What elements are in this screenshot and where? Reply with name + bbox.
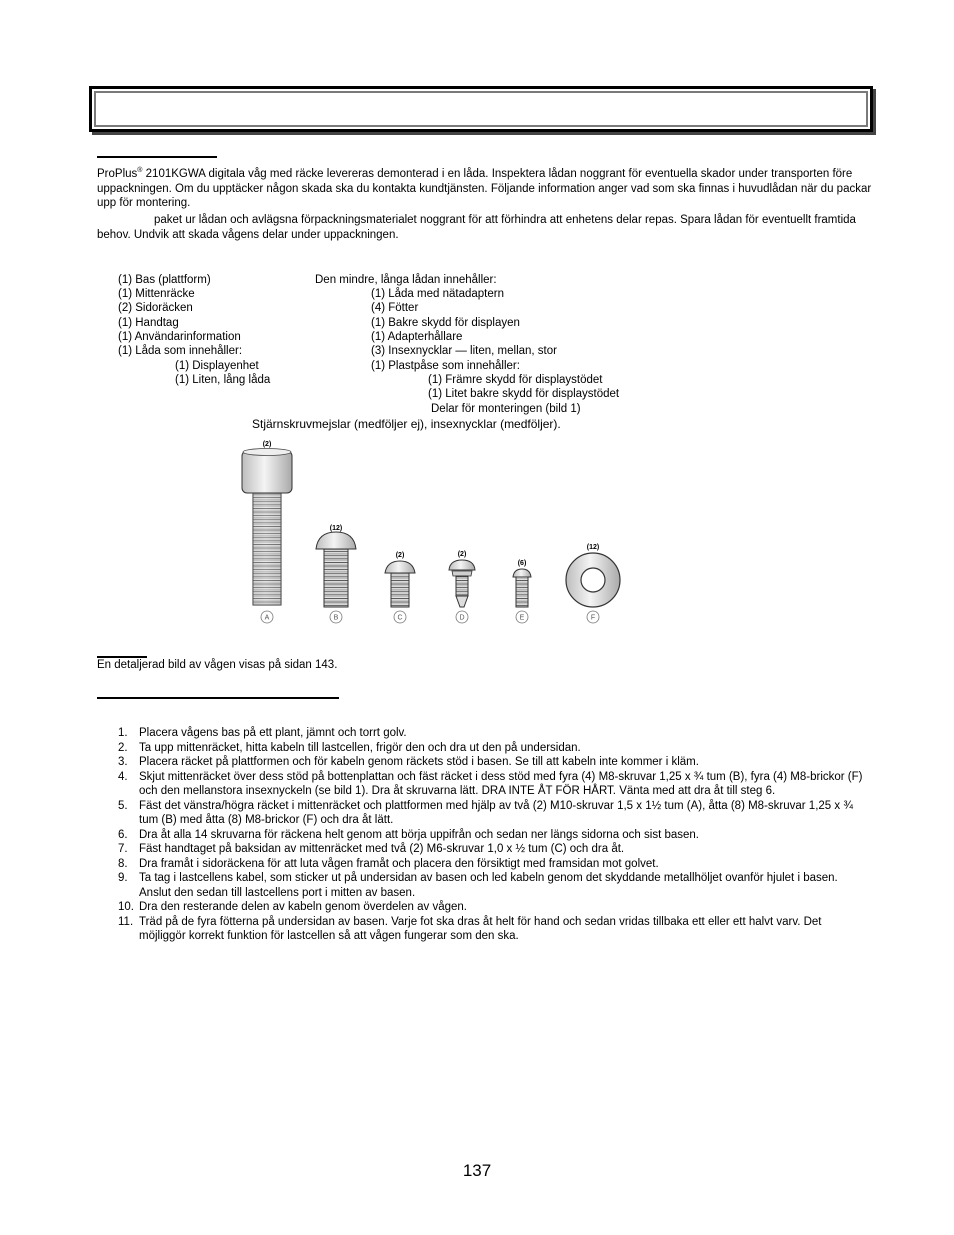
step-item	[97, 900, 867, 915]
left-item: (1) Låda som innehåller:	[118, 345, 243, 357]
hardware-illustration	[228, 436, 638, 628]
hardware-line: Delar för monteringen (bild 1)	[431, 403, 581, 415]
step-text: Dra den resterande delen av kabeln genom överdelen av vågen.	[139, 901, 467, 913]
intro-paragraph-2	[97, 213, 887, 242]
step-text: Dra åt alla 14 skruvarna för räckena helt genom att börja uppifrån och sedan ner längs sidorna och sist basen.	[139, 828, 699, 841]
step-text: Skjut mittenräcket över dess stöd på bottenplattan och fäst räcket i dess stöd med fyra (4) M8-skruvar 1,25 x ¾ tum (B), fyra (4) M8-brickor (F) och den mellanstora insexnyckeln (se bild 1). Dra åt skruvarna lätt. DRA INTE ÅT FÖR HÅRT. Vänta med att dra åt till steg 6.	[139, 770, 863, 797]
step-number: 3.	[118, 756, 128, 768]
step-text: Ta tag i lastcellens kabel, som sticker ut på undersidan av basen och led kabeln genom det skyddande metallhöljet ovanför hjulet i basen. Anslut den sedan till lastcellens port i mitten av basen.	[139, 872, 838, 899]
right-sub-item: (1) Främre skydd för displaystödet	[428, 374, 603, 386]
step-number: 5.	[118, 799, 128, 812]
step-item	[97, 755, 867, 770]
brand-name: ProPlus	[97, 168, 138, 180]
assembly-steps	[97, 726, 867, 944]
tools-caption: Stjärnskruvmejslar (medföljer ej), insexnycklar (medföljer).	[252, 417, 561, 431]
hardware-quantity-label: (6)	[517, 560, 527, 567]
step-number: 7.	[118, 843, 128, 855]
hardware-quantity-label: (2)	[262, 441, 272, 448]
hardware-quantity-label: (2)	[395, 552, 405, 559]
hardware-letter-label: A	[264, 614, 270, 622]
left-sub-item: (1) Liten, lång låda	[175, 374, 271, 386]
washer-f-icon	[566, 553, 620, 607]
title-box	[89, 86, 873, 132]
step-text: Placera räcket på plattformen och för kabeln genom räckets stöd i basen. Se till att kabeln inte kommer i kläm.	[139, 756, 699, 768]
right-item: (1) Bakre skydd för displayen	[371, 317, 520, 329]
left-item: (1) Bas (plattform)	[118, 274, 211, 286]
left-item: (1) Mittenräcke	[118, 288, 195, 300]
step-item	[97, 770, 867, 799]
hardware-letter-label: C	[397, 614, 403, 622]
intro-paragraph-2-text: paket ur lådan och avlägsna förpackningsmaterialet noggrant för att förhindra att enhetens delar repas. Spara lådan för eventuellt framtida behov. Undvik att skada vågens delar under uppackningen.	[97, 214, 856, 241]
step-number: 10.	[118, 901, 134, 913]
step-text: Ta upp mittenräcket, hitta kabeln till lastcellen, frigör den och dra ut den på undersidan.	[139, 741, 581, 754]
step-item	[97, 741, 867, 756]
step-item	[97, 871, 867, 900]
step-text: Dra framåt i sidoräckena för att luta vågen framåt och placera den försiktigt med framsidan mot golvet.	[139, 857, 659, 870]
hardware-letter-label: F	[590, 614, 596, 622]
step-number: 4.	[118, 770, 128, 783]
step-item	[97, 857, 867, 872]
step-item	[97, 799, 867, 828]
step-item	[97, 828, 867, 843]
screw-e-icon	[513, 569, 531, 607]
left-item: (1) Användarinformation	[118, 331, 241, 343]
intro-paragraph-1	[97, 167, 887, 211]
screw-b-icon	[316, 532, 356, 607]
detail-note: En detaljerad bild av vågen visas på sidan 143.	[97, 659, 338, 671]
hardware-letter-label: E	[519, 614, 525, 622]
page-number: 137	[462, 1161, 492, 1180]
left-item: (2) Sidoräcken	[118, 302, 193, 314]
step-item	[97, 726, 867, 741]
right-item: (1) Låda med nätadaptern	[371, 288, 504, 300]
step-text: Fäst handtaget på baksidan av mittenräcket med två (2) M6-skruvar 1,0 x ½ tum (C) och dra åt.	[139, 843, 625, 855]
right-item: (1) Adapterhållare	[371, 331, 463, 343]
hardware-quantity-label: (12)	[329, 525, 343, 532]
left-item: (1) Handtag	[118, 317, 179, 329]
registered-mark: ®	[137, 167, 143, 175]
step-number: 11.	[118, 915, 134, 928]
step-number: 1.	[118, 727, 128, 739]
step-number: 8.	[118, 857, 128, 870]
right-sub-item: (1) Litet bakre skydd för displaystödet	[428, 388, 620, 400]
step-text: Placera vågens bas på ett plant, jämnt och torrt golv.	[139, 727, 407, 739]
right-heading: Den mindre, långa lådan innehåller:	[315, 274, 497, 286]
hardware-quantity-label: (2)	[457, 551, 467, 558]
step-number: 6.	[118, 828, 128, 841]
right-item: (1) Plastpåse som innehåller:	[371, 360, 520, 372]
step-item	[97, 842, 867, 857]
step-text: Träd på de fyra fötterna på undersidan av basen. Varje fot ska dras åt helt för hand och sedan vridas tillbaka ett eller ett halvt varv. Det möjliggör korrekt funktion för lastcellen så att vågen fungerar som den ska.	[139, 915, 822, 942]
section-rule-1	[97, 156, 217, 158]
screw-a-icon	[242, 449, 292, 606]
step-item	[97, 915, 867, 944]
intro-paragraph-1-text: 2101KGWA digitala våg med räcke levereras demonterad i en låda. Inspektera lådan noggrant för eventuella skador under transporten före uppackningen. Om du upptäcker någon skada ska du kontakta kundtjänsten. Följande information anger vad som ska finnas i huvudlådan när du packar upp för montering.	[97, 168, 872, 209]
screw-c-icon	[385, 561, 415, 607]
screw-d-icon	[449, 560, 475, 607]
right-item: (3) Insexnycklar — liten, mellan, stor	[371, 345, 557, 357]
hardware-quantity-label: (12)	[586, 544, 600, 551]
left-sub-item: (1) Displayenhet	[175, 360, 259, 372]
section-rule-3	[97, 697, 339, 699]
step-number: 2.	[118, 741, 128, 754]
hardware-letter-label: D	[459, 614, 465, 622]
step-number: 9.	[118, 872, 128, 884]
step-text: Fäst det vänstra/högra räcket i mittenräcket och plattformen med hjälp av två (2) M10-skruvar 1,5 x 1½ tum (A), åtta (8) M8-skruvar 1,25 x ¾ tum (B) med åtta (8) M8-brickor (F) och dra åt lätt.	[139, 799, 853, 826]
hardware-letter-label: B	[333, 614, 339, 622]
right-item: (4) Fötter	[371, 302, 419, 314]
